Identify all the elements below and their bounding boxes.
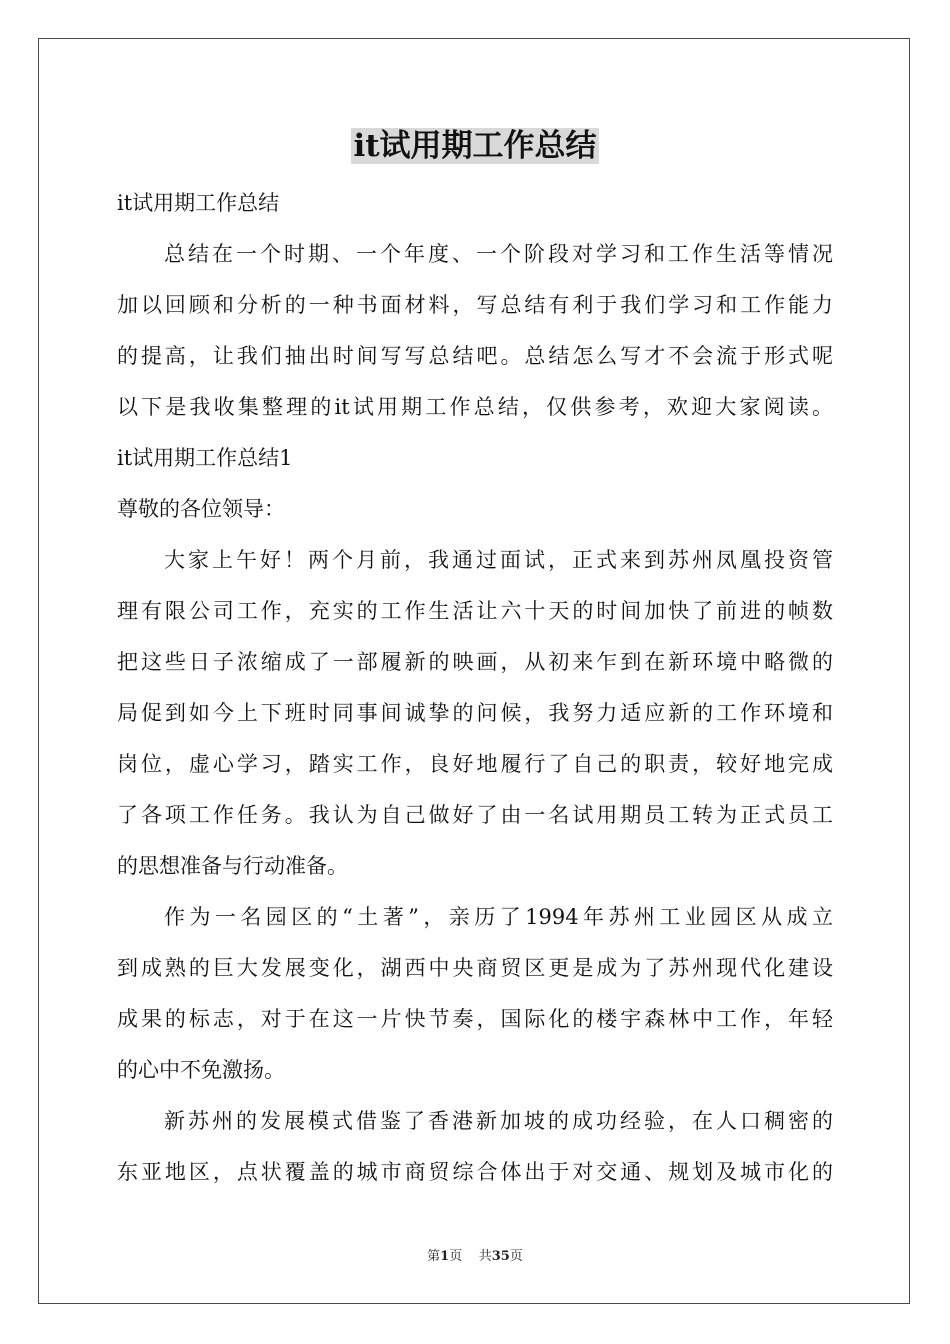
text-line: 大家上午好！两个月前，我通过面试，正式来到苏州凤凰投资管 — [164, 548, 833, 572]
text-line: 局促到如今上下班时同事间诚挚的问候，我努力适应新的工作环境和 — [117, 701, 833, 725]
text-line: 尊敬的各位领导： — [117, 497, 285, 521]
text-line: it试用期工作总结1 — [117, 446, 293, 470]
text-line: 新苏州的发展模式借鉴了香港新加坡的成功经验，在人口稠密的 — [164, 1109, 833, 1133]
text-line: 以下是我收集整理的it试用期工作总结，仅供参考，欢迎大家阅读。 — [117, 395, 833, 419]
text-line: 的心中不免激扬。 — [117, 1058, 285, 1082]
document-body — [117, 178, 833, 1198]
text-line: 加以回顾和分析的一种书面材料，写总结有利于我们学习和工作能力 — [117, 293, 833, 317]
text-line: 的提高，让我们抽出时间写写总结吧。总结怎么写才不会流于形式呢 — [117, 344, 833, 368]
text-line: 的思想准备与行动准备。 — [117, 854, 348, 878]
total-pages: 35 — [491, 1249, 510, 1264]
text-line: 把这些日子浓缩成了一部履新的映画，从初来乍到在新环境中略微的 — [117, 650, 833, 674]
text-line: 总结在一个时期、一个年度、一个阶段对学习和工作生活等情况 — [164, 242, 833, 266]
page-suffix: 页 — [449, 1249, 463, 1264]
document-title — [0, 124, 950, 168]
page-number: 1 — [440, 1249, 450, 1264]
text-line: 成果的标志，对于在这一片快节奏，国际化的楼宇森林中工作，年轻 — [117, 1007, 833, 1031]
text-line: 了各项工作任务。我认为自己做好了由一名试用期员工转为正式员工 — [117, 803, 833, 827]
text-line: 理有限公司工作，充实的工作生活让六十天的时间加快了前进的帧数 — [117, 599, 833, 623]
page-prefix: 第 — [427, 1249, 441, 1264]
text-line: 东亚地区，点状覆盖的城市商贸综合体出于对交通、规划及城市化的 — [117, 1160, 833, 1184]
text-line: 岗位，虚心学习，踏实工作，良好地履行了自己的职责，较好地完成 — [117, 752, 833, 776]
text-line: 作为一名园区的“土著”，亲历了1994年苏州工业园区从成立 — [164, 905, 833, 929]
text-line: 到成熟的巨大发展变化，湖西中央商贸区更是成为了苏州现代化建设 — [117, 956, 833, 980]
text-line: it试用期工作总结 — [117, 191, 280, 215]
total-prefix: 共 — [478, 1249, 492, 1264]
document-title-text: it试用期工作总结 — [353, 128, 597, 164]
page-footer — [0, 1248, 950, 1266]
total-suffix: 页 — [509, 1249, 523, 1264]
